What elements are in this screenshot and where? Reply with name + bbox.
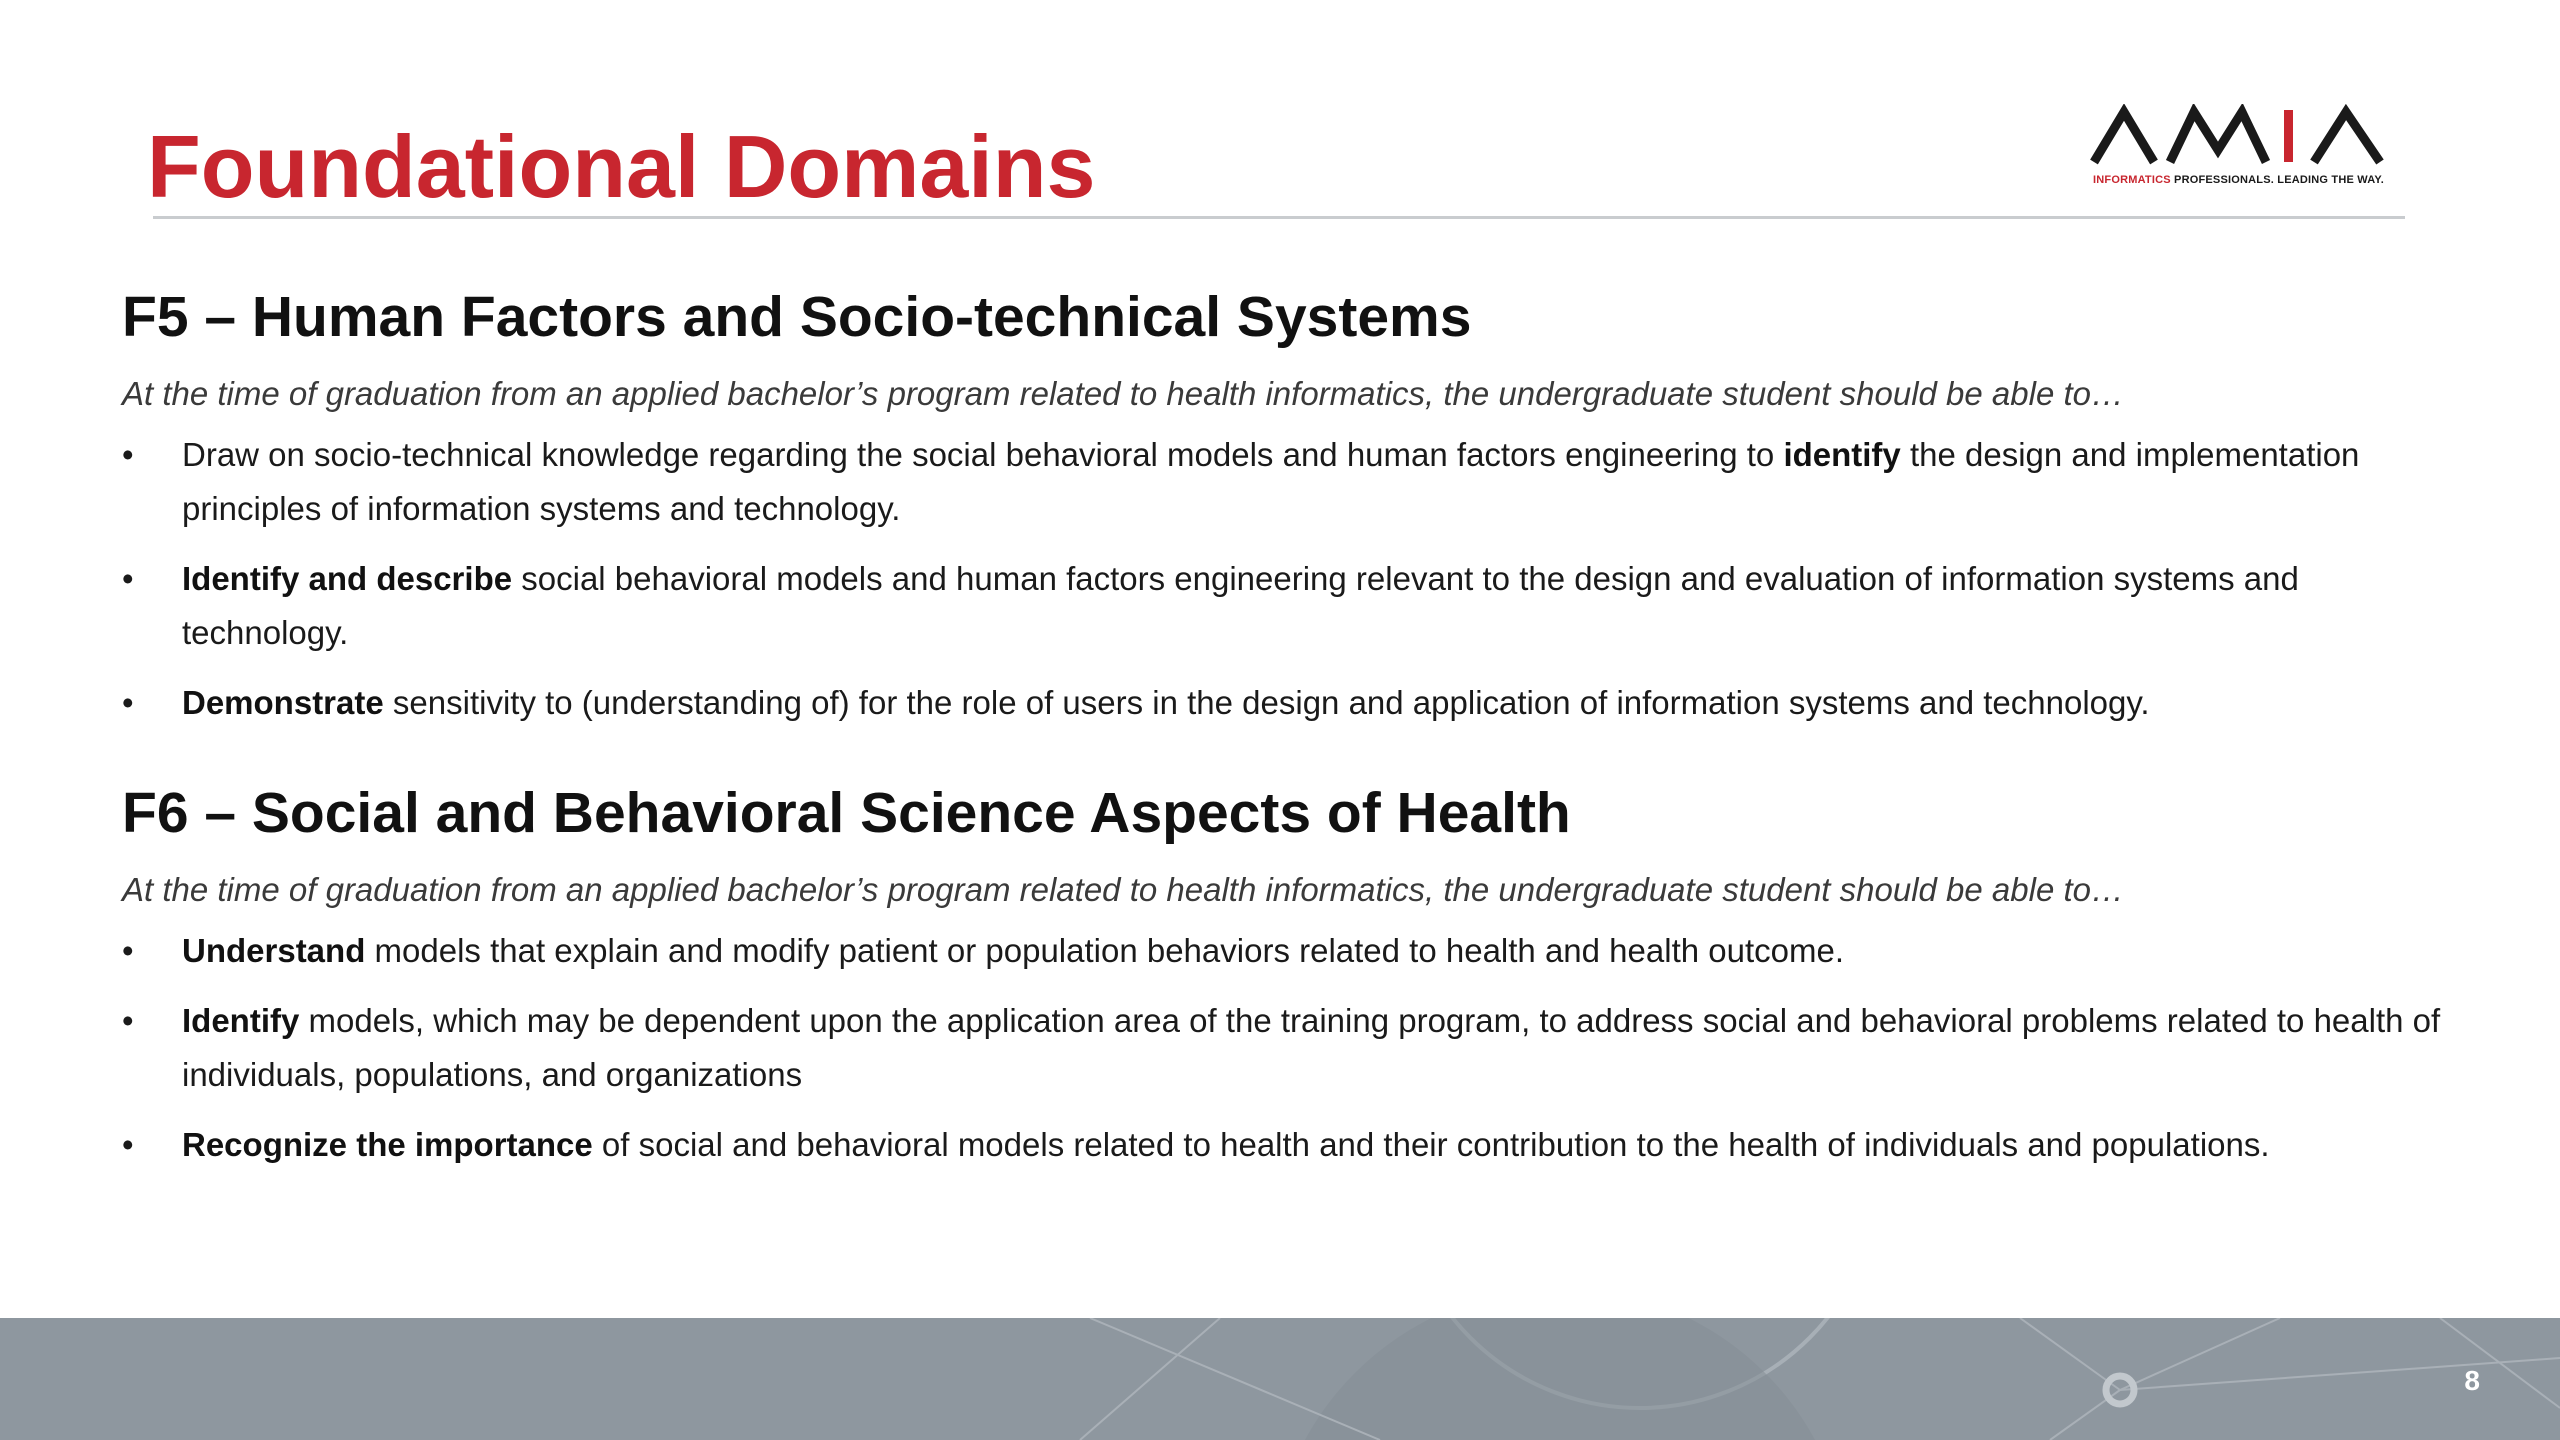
section-f6 (122, 778, 2442, 1188)
bullet-list (122, 428, 2442, 730)
footer-band (0, 1318, 2560, 1440)
bullet-text: models that explain and modify patient or population behaviors related to health and health outcome. (365, 932, 1844, 969)
bullet-text: sensitivity to (understanding of) for the role of users in the design and application of information systems and technology. (383, 684, 2150, 721)
bullet-icon: • (122, 560, 134, 597)
list-item (122, 676, 2442, 730)
page-number: 8 (2464, 1365, 2480, 1396)
bullet-keyword: Demonstrate (182, 684, 384, 721)
network-pattern-icon (0, 1318, 2560, 1440)
list-item (122, 552, 2442, 660)
section-heading: F6 – Social and Behavioral Science Aspects of Health (122, 781, 1571, 845)
section-intro: At the time of graduation from an applied bachelor’s program related to health informatics, the undergraduate student should be able to… (122, 375, 2125, 412)
bullet-keyword: Recognize the importance (182, 1126, 593, 1163)
bullet-icon: • (122, 1126, 134, 1163)
bullet-text: of social and behavioral models related to health and their contribution to the health of individuals and populations. (592, 1126, 2270, 1163)
logo-tagline (2093, 174, 2384, 186)
bullet-icon: • (122, 436, 134, 473)
section-f5 (122, 282, 2442, 746)
bullet-list (122, 924, 2442, 1172)
slide-title: Foundational Domains (147, 117, 1096, 216)
section-intro: At the time of graduation from an applied bachelor’s program related to health informatics, the undergraduate student should be able to… (122, 871, 2125, 908)
logo-tagline-red: INFORMATICS (2093, 174, 2171, 186)
list-item (122, 428, 2442, 536)
bullet-icon: • (122, 684, 134, 721)
bullet-keyword: identify (1783, 436, 1901, 473)
bullet-text: social behavioral models and human factors engineering relevant to the design and evaluation of information systems and technology. (182, 560, 2299, 651)
bullet-icon: • (122, 932, 134, 969)
bullet-text: the design and implementation principles of information systems and technology. (182, 436, 2360, 527)
title-divider (153, 216, 2405, 219)
bullet-text: models, which may be dependent upon the application area of the training program, to address social and behavioral problems related to health of individuals, populations, and organizations (182, 1002, 2441, 1093)
list-item (122, 994, 2442, 1102)
section-heading: F5 – Human Factors and Socio-technical Systems (122, 285, 1472, 349)
list-item (122, 924, 2442, 978)
bullet-text: Draw on socio-technical knowledge regarding the social behavioral models and human factors engineering to (182, 436, 1784, 473)
bullet-keyword: Identify (182, 1002, 300, 1039)
bullet-keyword: Understand (182, 932, 366, 969)
logo-tagline-rest: PROFESSIONALS. LEADING THE WAY. (2170, 174, 2384, 186)
amia-wordmark-icon (2090, 104, 2410, 170)
bullet-keyword: Identify and describe (182, 560, 513, 597)
bullet-icon: • (122, 1002, 134, 1039)
list-item (122, 1118, 2442, 1172)
